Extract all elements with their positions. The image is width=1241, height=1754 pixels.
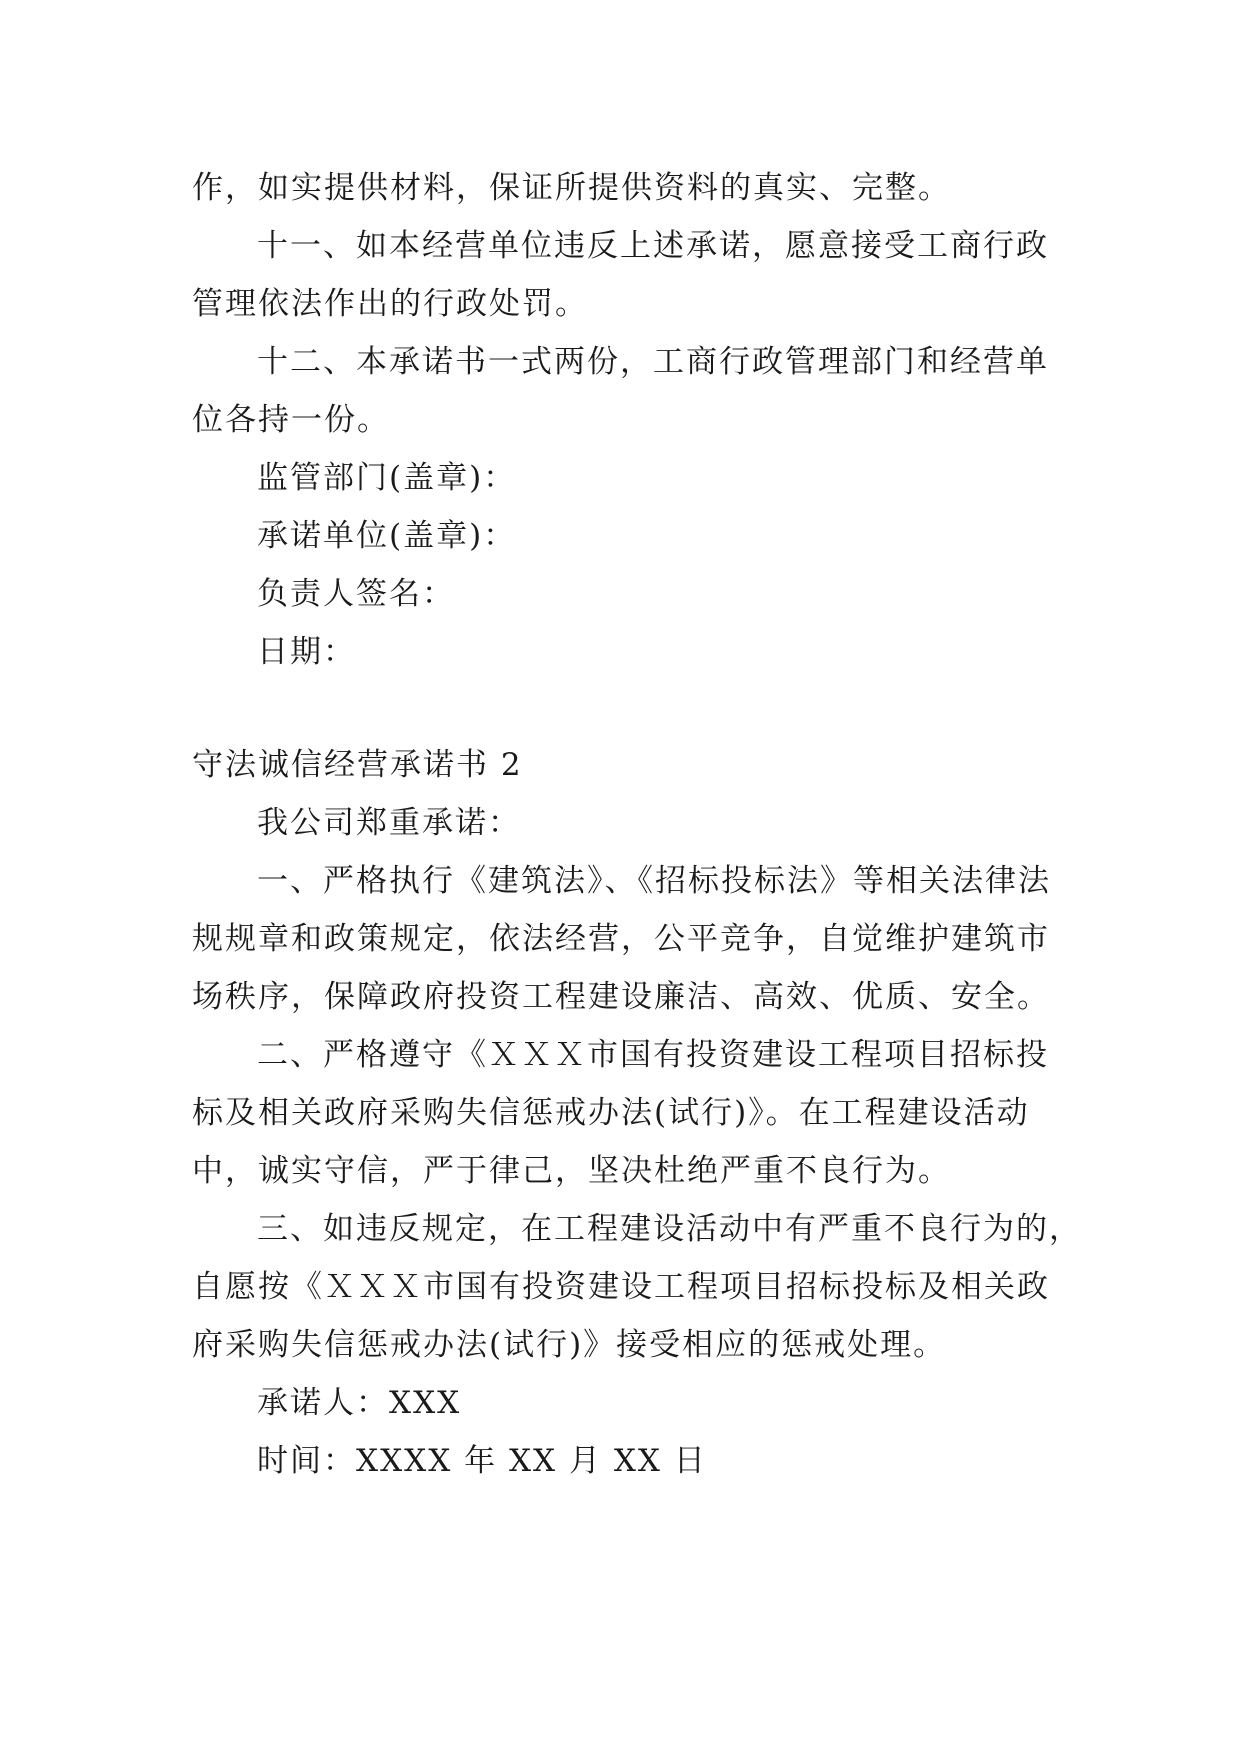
text-line: 作，如实提供材料，保证所提供资料的真实、完整。	[192, 170, 951, 206]
intro-line: 我公司郑重承诺：	[257, 805, 521, 841]
item-two-line-2: 标及相关政府采购失信惩戒办法(试行)》。在工程建设活动	[192, 1095, 1030, 1131]
supervisor-seal-label: 监管部门(盖章)：	[257, 460, 517, 496]
item-three-line-3: 府采购失信惩戒办法(试行)》接受相应的惩戒处理。	[192, 1327, 947, 1363]
paragraph-twelve-line-2: 位各持一份。	[192, 402, 390, 438]
time-label: 时间：XXXX 年 XX 月 XX 日	[257, 1443, 707, 1479]
item-one-line-1: 一、严格执行《建筑法》、《招标投标法》等相关法律法	[257, 863, 1051, 899]
paragraph-eleven-line-2: 管理依法作出的行政处罚。	[192, 286, 588, 322]
paragraph-twelve-line-1: 十二、本承诺书一式两份，工商行政管理部门和经营单	[257, 344, 1049, 380]
section-title: 守法诚信经营承诺书 2	[192, 747, 523, 783]
paragraph-eleven-line-1: 十一、如本经营单位违反上述承诺，愿意接受工商行政	[257, 228, 1049, 264]
date-label: 日期：	[257, 634, 356, 670]
item-three-line-1: 三、如违反规定，在工程建设活动中有严重不良行为的，	[257, 1211, 1082, 1247]
item-two-line-3: 中，诚实守信，严于律己，坚决杜绝严重不良行为。	[192, 1153, 951, 1189]
signature-label: 负责人签名：	[257, 576, 455, 612]
item-one-line-2: 规规章和政策规定，依法经营，公平竞争，自觉维护建筑市	[192, 921, 1050, 957]
committing-unit-seal-label: 承诺单位(盖章)：	[257, 518, 517, 554]
item-three-line-2: 自愿按《ＸＸＸ市国有投资建设工程项目招标投标及相关政	[192, 1269, 1050, 1305]
item-two-line-1: 二、严格遵守《ＸＸＸ市国有投资建设工程项目招标投	[257, 1037, 1049, 1073]
item-one-line-3: 场秩序，保障政府投资工程建设廉洁、高效、优质、安全。	[192, 979, 1050, 1015]
committer-label: 承诺人：XXX	[257, 1385, 462, 1421]
